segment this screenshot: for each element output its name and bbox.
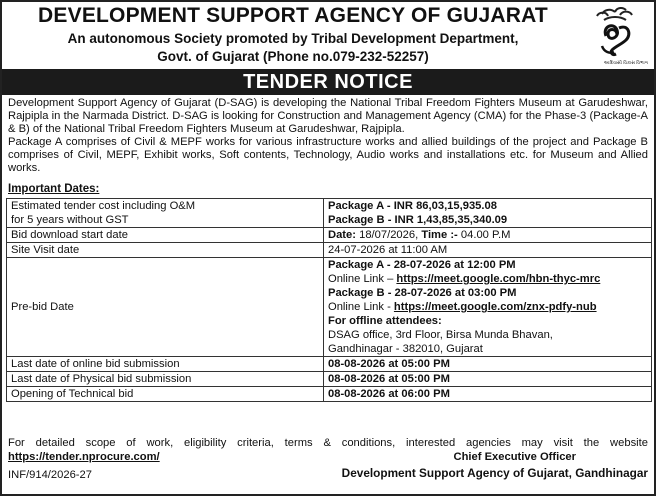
important-dates-heading: Important Dates: (8, 183, 100, 195)
physical-submission-value: 08-08-2026 at 05:00 PM (324, 372, 652, 387)
bid-download-label: Bid download start date (7, 228, 324, 243)
online-submission-value: 08-08-2026 at 05:00 PM (324, 357, 652, 372)
reference-number: INF/914/2026-27 (8, 469, 92, 481)
online-link-a-row: Online Link – https://meet.google.com/hbn-thyc-mrc (328, 273, 601, 285)
table-row (7, 243, 652, 258)
logo-caption: આદિવાસી વિકાસ વિભાગ (603, 60, 648, 65)
prebid-package-a: Package A - 28-07-2026 at 12:00 PM (328, 259, 516, 271)
offline-address-line1: DSAG office, 3rd Floor, Birsa Munda Bhavan, (328, 329, 553, 341)
table-row (7, 357, 652, 372)
physical-submission-label: Last date of Physical bid submission (7, 372, 324, 387)
agency-signature: Development Support Agency of Gujarat, Gandhinagar (341, 466, 648, 480)
org-subtitle-line1: An autonomous Society promoted by Tribal Development Department, (67, 31, 519, 46)
notice-title: TENDER NOTICE (2, 69, 654, 95)
prebid-label: Pre-bid Date (7, 258, 324, 357)
notice-body (8, 97, 648, 175)
scope-text: For detailed scope of work, eligibility criteria, terms & conditions, interested agencies may visit the website (8, 437, 648, 449)
technical-bid-label: Opening of Technical bid (7, 387, 324, 402)
ceo-title: Chief Executive Officer (453, 451, 576, 463)
table-row (7, 228, 652, 243)
intro-paragraph: Development Support Agency of Gujarat (D-SAG) is developing the National Tribal Freedom Fighters Museum at Garudeshwar, Rajpipla in the Narmada District. D-SAG is looking for Construction and Management Agency (CMA) for the Phase-3 (Package-A & B) of the National Tribal Freedom Fighters Museum at Garudeshwar, Rajpipla. (8, 97, 648, 135)
package-a-cost: Package A - INR 86,03,15,935.08 (328, 200, 497, 212)
table-row (7, 258, 652, 357)
technical-bid-value: 08-08-2026 at 06:00 PM (324, 387, 652, 402)
prebid-package-b: Package B - 28-07-2026 at 03:00 PM (328, 287, 517, 299)
header (2, 2, 654, 68)
bid-download-value: Date: 18/07/2026, Time :- 04.00 P.M (324, 228, 652, 243)
table-row (7, 387, 652, 402)
table-row (7, 199, 652, 228)
packages-paragraph: Package A comprises of Civil & MEPF works for various infrastructure works and allied buildings of the project and Package B comprises of Civil, MEPF, Exhibit works, Soft contents, Technology, Audio works and installations etc. for Museum and Allied works. (8, 136, 648, 174)
package-b-cost: Package B - INR 1,43,85,35,340.09 (328, 214, 508, 226)
online-submission-label: Last date of online bid submission (7, 357, 324, 372)
offline-address-line2: Gandhinagar - 382010, Gujarat (328, 343, 483, 355)
table-row (7, 372, 652, 387)
important-dates-table (6, 198, 652, 402)
online-link-b-row: Online Link - https://meet.google.com/znx-pdfy-nub (328, 301, 597, 313)
site-visit-value: 24-07-2026 at 11:00 AM (324, 243, 652, 258)
org-title: DEVELOPMENT SUPPORT AGENCY OF GUJARAT (38, 4, 548, 27)
org-subtitle-line2: Govt. of Gujarat (Phone no.079-232-52257) (157, 49, 429, 64)
tender-cost-label: Estimated tender cost including O&M for 5 years without GST (7, 199, 324, 228)
tender-cost-value (324, 199, 652, 228)
prebid-value (324, 258, 652, 357)
website-link[interactable]: https://tender.nprocure.com/ (8, 451, 160, 463)
site-visit-label: Site Visit date (7, 243, 324, 258)
offline-heading: For offline attendees: (328, 315, 442, 327)
tribal-department-logo-icon (584, 6, 646, 68)
online-link-b[interactable]: https://meet.google.com/znx-pdfy-nub (393, 301, 597, 313)
footer (8, 436, 648, 481)
online-link-a[interactable]: https://meet.google.com/hbn-thyc-mrc (396, 273, 601, 285)
